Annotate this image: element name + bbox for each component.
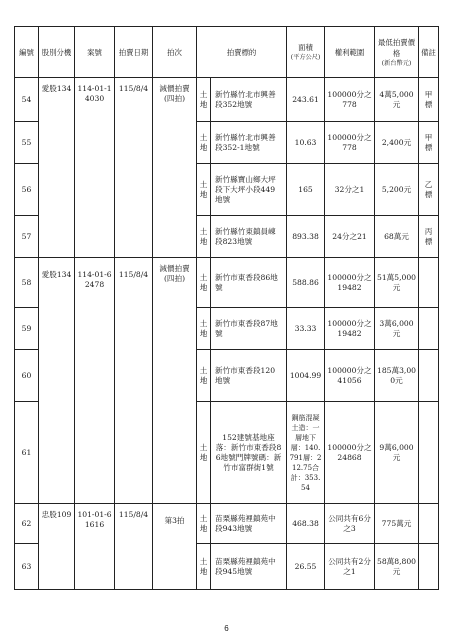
row-price: 51萬5,000元 [375,258,419,308]
row-range: 100000分之24868 [325,402,375,504]
row-lot: 新竹縣竹北市興善段352-1地號 [211,122,287,164]
row-price: 5,200元 [375,164,419,216]
header-price-label: 最低拍賣價格 [378,37,415,58]
row-price: 9萬6,000元 [375,402,419,504]
row-no: 62 [15,504,39,544]
row-no: 55 [15,122,39,164]
row-land: 土地 [197,350,211,402]
row-range: 公同共有6分之3 [325,504,375,544]
row-area: 10.63 [287,122,325,164]
header-price [375,27,419,78]
row-land: 土地 [197,78,211,122]
row-no: 54 [15,78,39,122]
row-no: 61 [15,402,39,504]
row-area: 26.55 [287,544,325,590]
row-price: 3萬6,000元 [375,308,419,350]
auction-table [14,26,439,590]
row-land: 土地 [197,402,211,504]
row-land: 土地 [197,258,211,308]
row-price: 68萬元 [375,216,419,258]
row-price: 2,400元 [375,122,419,164]
row-note: 乙標 [419,164,439,216]
row-note [419,350,439,402]
row-note: 丙標 [419,216,439,258]
table-row [15,258,439,308]
row-case: 114-01-14030 [75,78,115,258]
page-number: 6 [224,624,229,633]
table-header [15,27,439,78]
row-note [419,544,439,590]
row-note [419,258,439,308]
row-case: 101-01-61616 [75,504,115,590]
row-price: 58萬8,800元 [375,544,419,590]
row-note: 甲標 [419,78,439,122]
row-range: 24分之21 [325,216,375,258]
row-no: 56 [15,164,39,216]
row-area: 893.38 [287,216,325,258]
row-range: 100000分之19482 [325,308,375,350]
row-area: 33.33 [287,308,325,350]
row-date: 115/8/4 [115,78,153,258]
row-no: 58 [15,258,39,308]
row-land: 土地 [197,164,211,216]
row-round: 減價拍賣(四拍) [153,258,197,504]
row-land: 土地 [197,122,211,164]
header-area-label: 面積 [298,43,313,52]
row-cat: 忠股109 [39,504,75,590]
row-no: 63 [15,544,39,590]
row-land: 土地 [197,216,211,258]
row-no: 60 [15,350,39,402]
header-case: 案號 [75,27,115,78]
row-land: 土地 [197,504,211,544]
row-lot: 新竹縣竹東鎮員崠段823地號 [211,216,287,258]
row-date: 115/8/4 [115,258,153,504]
table-row [15,78,439,122]
row-area: 165 [287,164,325,216]
row-lot: 新竹市東香段86地號 [211,258,287,308]
row-cat: 愛股134 [39,78,75,258]
row-no: 59 [15,308,39,350]
row-area: 588.86 [287,258,325,308]
header-area [287,27,325,78]
row-area: 鋼筋混凝土造：一層地下層：140.791層：212.75合計：353.54 [287,402,325,504]
row-round: 減價拍賣(四拍) [153,78,197,258]
row-note [419,402,439,504]
row-price: 185萬3,000元 [375,350,419,402]
row-lot: 新竹縣寶山鄉大坪段下大坪小段449地號 [211,164,287,216]
row-land: 土地 [197,308,211,350]
row-land: 土地 [197,544,211,590]
header-range: 權利範圍 [325,27,375,78]
header-note: 備註 [419,27,439,78]
row-lot: 苗栗縣苑裡鎮苑中段945地號 [211,544,287,590]
row-lot: 152建號基地座落：新竹市東香段86地號門牌號碼：新竹市富群街1號 [211,402,287,504]
row-area: 243.61 [287,78,325,122]
row-range: 32分之1 [325,164,375,216]
row-range: 公同共有2分之1 [325,544,375,590]
row-lot: 苗栗縣苑裡鎮苑中段943地號 [211,504,287,544]
row-range: 100000分之778 [325,78,375,122]
header-cat: 股別分機 [39,27,75,78]
row-area: 1004.99 [287,350,325,402]
row-note [419,308,439,350]
row-lot: 新竹縣竹北市興善段352地號 [211,78,287,122]
row-lot: 新竹市東香段120地號 [211,350,287,402]
header-price-unit: (新台幣元) [381,59,412,67]
row-note: 甲標 [419,122,439,164]
row-range: 100000分之778 [325,122,375,164]
row-date: 115/8/4 [115,504,153,590]
row-area: 468.38 [287,504,325,544]
row-range: 100000分之19482 [325,258,375,308]
row-cat: 愛股134 [39,258,75,504]
table-row [15,504,439,544]
header-no: 編號 [15,27,39,78]
row-round: 第3拍 [153,504,197,590]
row-case: 114-01-62478 [75,258,115,504]
row-note [419,504,439,544]
row-no: 57 [15,216,39,258]
row-price: 775萬元 [375,504,419,544]
row-price: 4萬5,000元 [375,78,419,122]
header-area-unit: (平方公尺) [290,54,321,61]
header-subject: 拍賣標的 [197,27,287,78]
header-date: 拍賣日期 [115,27,153,78]
row-range: 100000分之41056 [325,350,375,402]
row-lot: 新竹市東香段87地號 [211,308,287,350]
header-round: 拍次 [153,27,197,78]
